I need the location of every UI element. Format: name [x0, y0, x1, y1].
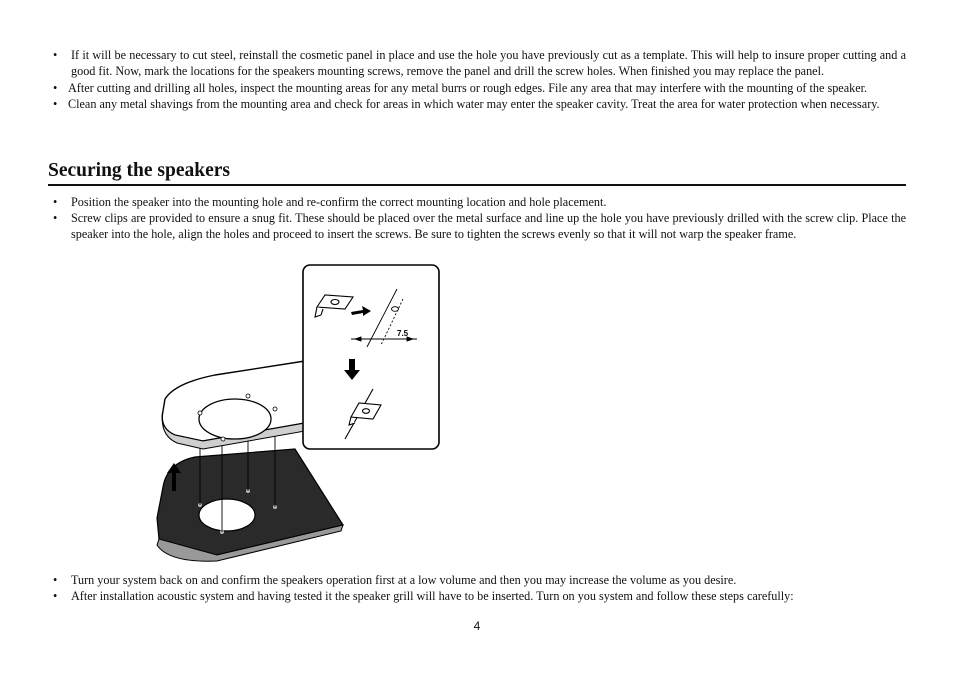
bullet-icon: •: [53, 588, 58, 603]
frame-screw-hole: [273, 407, 277, 411]
closing-bullet-list: [48, 573, 906, 605]
bullet-icon: •: [53, 210, 58, 225]
speaker-opening: [199, 399, 271, 439]
list-item: [48, 97, 906, 113]
dimension-label: 7.5: [397, 329, 409, 338]
bullet-icon: •: [53, 48, 58, 62]
frame-screw-hole: [221, 437, 225, 441]
section-bullet-list: [48, 195, 906, 242]
bullet-text: If it will be necessary to cut steel, reinstall the cosmetic panel in place and use the hole you have previously cut as a template. This will help to insure proper cutting and a good fit. Now, mark the locations for the speakers mounting screws, remove the panel and drill the screw holes. When finished you may replace the panel.: [71, 48, 906, 78]
section-heading: Securing the speakers: [48, 160, 230, 181]
bullet-icon: •: [53, 97, 58, 112]
list-item: [48, 573, 906, 589]
frame-screw-hole: [246, 394, 250, 398]
list-item: [48, 211, 906, 243]
bullet-icon: •: [53, 573, 58, 587]
mounting-hole: [199, 499, 255, 531]
page-number: 4: [473, 619, 481, 633]
list-item: [48, 81, 906, 97]
intro-bullet-list: [48, 48, 906, 114]
heading-underline: [48, 184, 906, 186]
detail-inset: [303, 265, 439, 449]
bullet-text: Clean any metal shavings from the mounting area and check for areas in which water may enter the speaker cavity. Treat the area for water protection when necessary.: [68, 97, 880, 112]
bullet-text: Turn your system back on and confirm the speakers operation first at a low volume and then you may increase the volume as you desire.: [71, 573, 737, 587]
bullet-icon: •: [53, 195, 58, 209]
list-item: [48, 48, 906, 80]
bullet-text: Position the speaker into the mounting hole and re-confirm the correct mounting location and hole placement.: [71, 195, 607, 209]
bullet-text: After cutting and drilling all holes, inspect the mounting areas for any metal burrs or rough edges. File any area that may interfere with the mounting of the speaker.: [68, 80, 868, 95]
bullet-icon: •: [53, 80, 58, 95]
bullet-text: After installation acoustic system and having tested it the speaker grill will have to be inserted. Turn on you system and follow these steps carefully:: [71, 588, 794, 603]
list-item: [48, 195, 906, 211]
speaker-mounting-illustration: [155, 263, 445, 565]
bullet-text: Screw clips are provided to ensure a snug fit. These should be placed over the metal surface and line up the hole you have previously drilled with the screw clip. Place the speaker into the hole, align the holes and proceed to insert the screws. Be sure to tighten the screws evenly so that it will not warp the speaker frame.: [71, 210, 906, 241]
frame-screw-hole: [198, 411, 202, 415]
list-item: [48, 589, 906, 605]
